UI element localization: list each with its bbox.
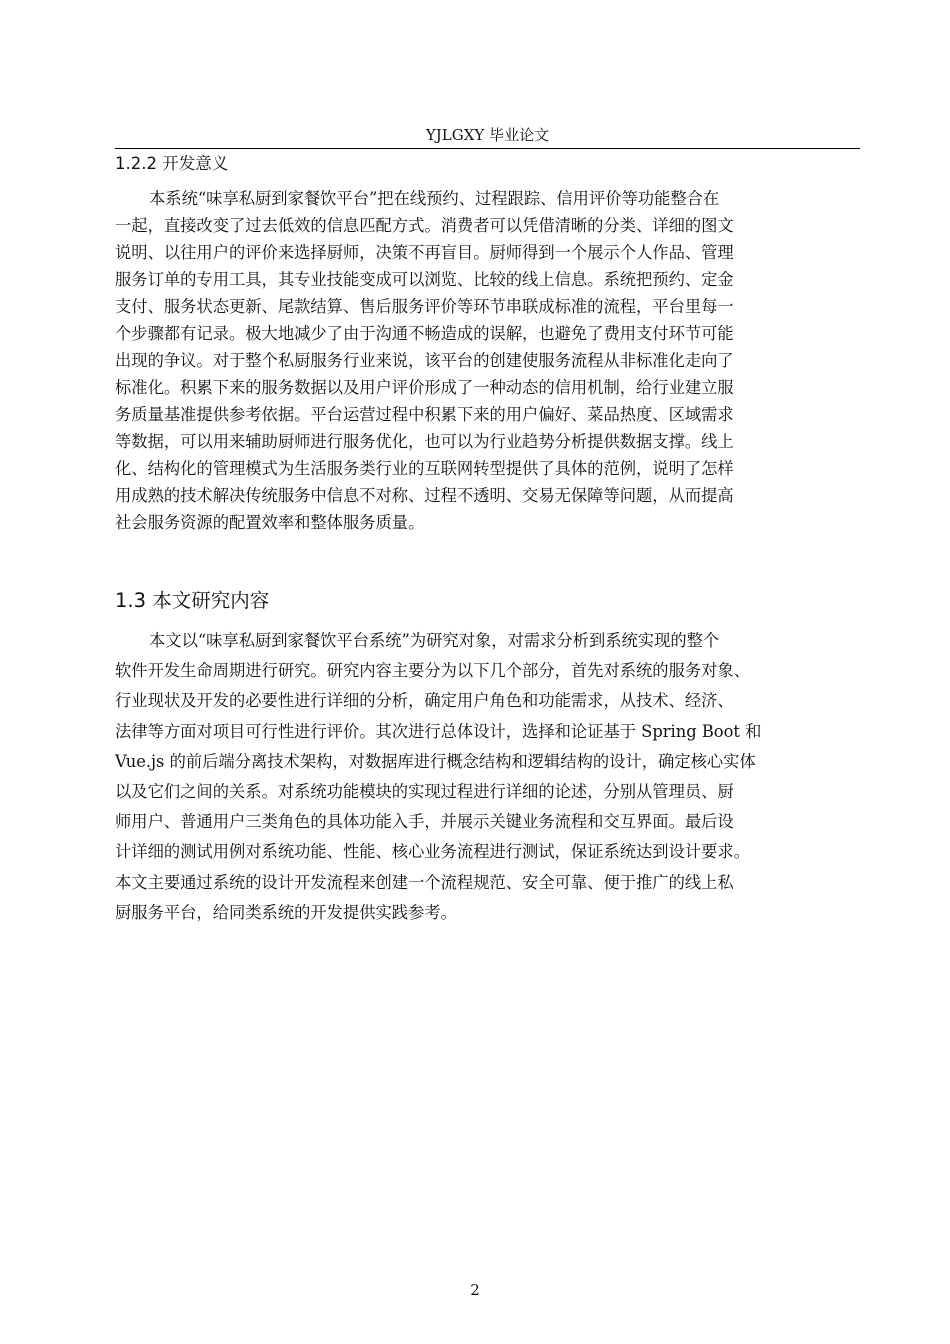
paragraph-line: 软件开发生命周期进行研究。研究内容主要分为以下几个部分，首先对系统的服务对象、 bbox=[115, 661, 750, 681]
paragraph-line: 支付、服务状态更新、尾款结算、售后服务评价等环节串联成标准的流程，平台里每一 bbox=[115, 297, 734, 316]
paragraph-line: 本文以“味享私厨到家餐饮平台系统”为研究对象，对需求分析到系统实现的整个 bbox=[149, 631, 720, 650]
paragraph-line: 标准化。积累下来的服务数据以及用户评价形成了一种动态的信用机制，给行业建立服 bbox=[115, 378, 734, 397]
paragraph-line: 师用户、普通用户三类角色的具体功能入手，并展示关键业务流程和交互界面。最后设 bbox=[115, 812, 734, 832]
paragraph-line: 个步骤都有记录。极大地减少了由于沟通不畅造成的误解，也避免了费用支付环节可能 bbox=[115, 324, 734, 343]
section-heading-1-2-2: 1.2.2 开发意义 bbox=[115, 154, 229, 173]
paragraph-line: 厨服务平台，给同类系统的开发提供实践参考。 bbox=[115, 902, 457, 922]
paragraph-line: 法律等方面对项目可行性进行评价。其次进行总体设计，选择和论证基于 Spring Boot 和 bbox=[115, 721, 762, 741]
paragraph-line: 一起，直接改变了过去低效的信息匹配方式。消费者可以凭借清晰的分类、详细的图文 bbox=[115, 216, 734, 235]
paragraph-line: 用成熟的技术解决传统服务中信息不对称、过程不透明、交易无保障等问题，从而提高 bbox=[115, 486, 734, 505]
header-title: YJLGXY 毕业论文 bbox=[425, 126, 550, 144]
paragraph-line: 行业现状及开发的必要性进行详细的分析，确定用户角色和功能需求，从技术、经济、 bbox=[115, 691, 734, 711]
paragraph-line: 本系统“味享私厨到家餐饮平台”把在线预约、过程跟踪、信用评价等功能整合在 bbox=[149, 189, 720, 208]
paragraph-line: 出现的争议。对于整个私厨服务行业来说，该平台的创建使服务流程从非标准化走向了 bbox=[115, 351, 734, 370]
paragraph-line: 务质量基准提供参考依据。平台运营过程中积累下来的用户偏好、菜品热度、区域需求 bbox=[115, 405, 734, 424]
paragraph-line: 以及它们之间的关系。对系统功能模块的实现过程进行详细的论述，分别从管理员、厨 bbox=[115, 782, 734, 802]
paragraph-line: 社会服务资源的配置效率和整体服务质量。 bbox=[115, 513, 425, 532]
paragraph-development-significance bbox=[115, 185, 860, 536]
paragraph-line: 化、结构化的管理模式为生活服务类行业的互联网转型提供了具体的范例，说明了怎样 bbox=[115, 459, 734, 478]
page-number: 2 bbox=[470, 1281, 480, 1299]
paragraph-line: 服务订单的专用工具，其专业技能变成可以浏览、比较的线上信息。系统把预约、定金 bbox=[115, 270, 734, 289]
paragraph-line: 本文主要通过系统的设计开发流程来创建一个流程规范、安全可靠、便于推广的线上私 bbox=[115, 872, 734, 892]
paragraph-line: Vue.js 的前后端分离技术架构，对数据库进行概念结构和逻辑结构的设计，确定核心实体 bbox=[115, 751, 756, 771]
page-header bbox=[115, 124, 860, 149]
paragraph-line: 等数据，可以用来辅助厨师进行服务优化，也可以为行业趋势分析提供数据支撑。线上 bbox=[115, 432, 734, 451]
paragraph-line: 计详细的测试用例对系统功能、性能、核心业务流程进行测试，保证系统达到设计要求。 bbox=[115, 842, 750, 862]
paragraph-research-content bbox=[115, 626, 860, 928]
paragraph-line: 说明、以往用户的评价来选择厨师，决策不再盲目。厨师得到一个展示个人作品、管理 bbox=[115, 243, 734, 262]
section-heading-1-3: 1.3 本文研究内容 bbox=[115, 589, 270, 612]
